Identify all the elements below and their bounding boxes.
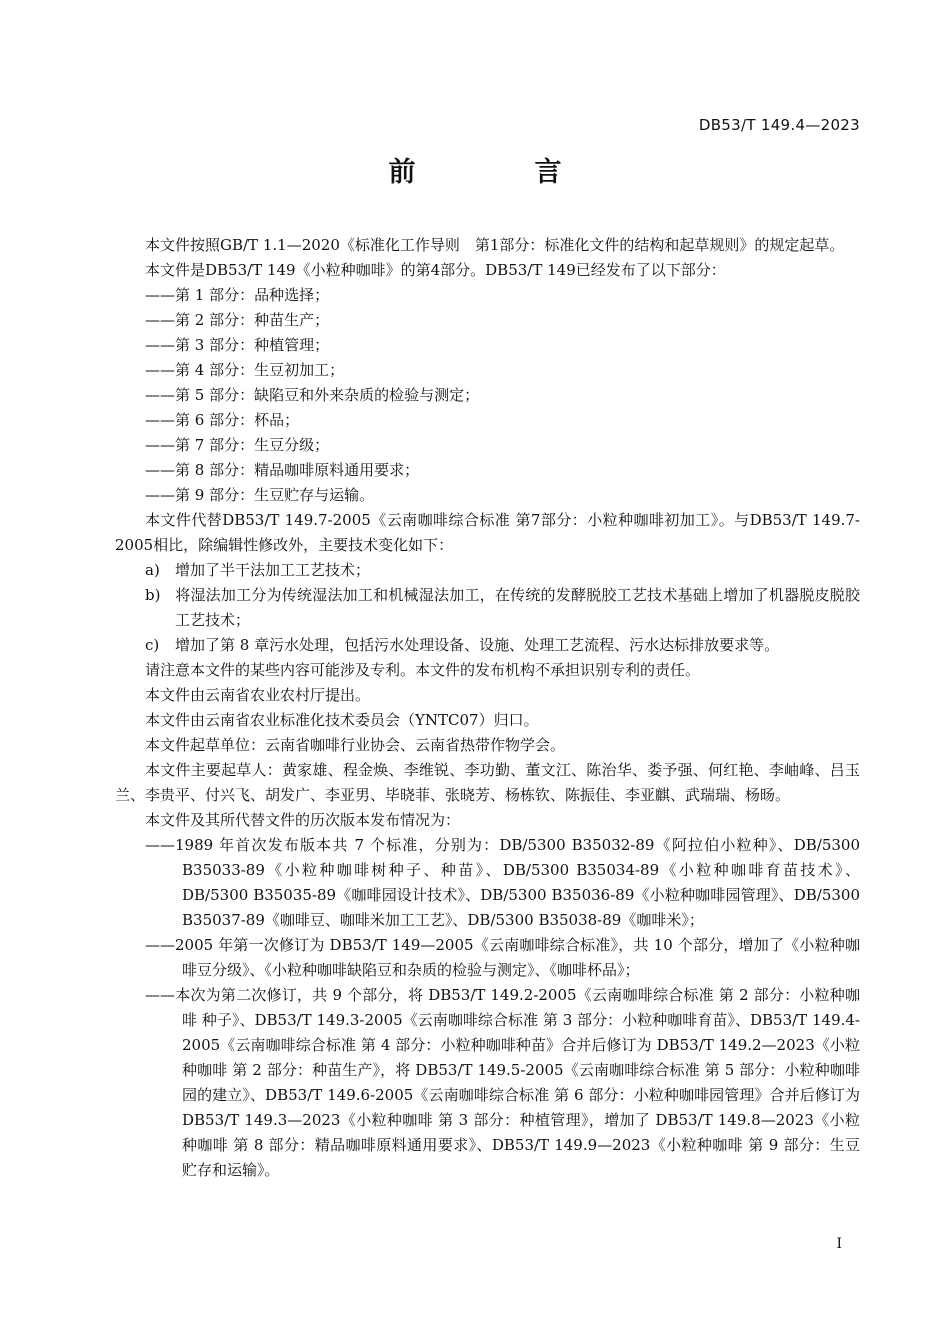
part-list-item: ——第 3 部分：种植管理； bbox=[145, 336, 330, 354]
change-list-item bbox=[115, 583, 860, 633]
paragraph-drafters: 本文件主要起草人：黄家雄、程金焕、李维锐、李功勤、董文江、陈治华、娄予强、何红艳、李岫峰、吕玉兰、李贵平、付兴飞、胡发广、李亚男、毕晓菲、张晓芳、杨栋钦、陈振佳、李亚麒、武瑞瑞、杨旸。 bbox=[115, 761, 860, 804]
part-list-item: ——第 1 部分：品种选择； bbox=[145, 286, 330, 304]
paragraph-drafting-rules: 本文件按照GB/T 1.1—2020《标准化工作导则 第1部分：标准化文件的结构和起草规则》的规定起草。 bbox=[145, 236, 845, 254]
paragraph-drafting-units: 本文件起草单位：云南省咖啡行业协会、云南省热带作物学会。 bbox=[145, 736, 566, 754]
change-list-marker: a) bbox=[145, 561, 160, 579]
history-list-item: ——1989 年首次发布版本共 7 个标准，分别为：DB/5300 B35032-89《阿拉伯小粒种》、DB/5300 B35033-89《小粒种咖啡树种子、种苗》、DB/5300 B35034-89《小粒种咖啡育苗技术》、DB/5300 B35035-89《咖啡园设计技术》、DB/5300 B35036-89《小粒种咖啡园管理》、DB/5300 B35037-89《咖啡豆、咖啡米加工工艺》、DB/5300 B35038-89《咖啡米》； bbox=[145, 836, 860, 929]
change-list-text: 增加了半干法加工工艺技术； bbox=[175, 561, 371, 579]
paragraph-committee: 本文件由云南省农业标准化技术委员会（YNTC07）归口。 bbox=[145, 711, 539, 729]
change-list-text: 将湿法加工分为传统湿法加工和机械湿法加工，在传统的发酵脱胶工艺技术基础上增加了机器脱皮脱胶工艺技术； bbox=[175, 586, 860, 629]
document-body bbox=[115, 233, 860, 1183]
part-list-item: ——第 4 部分：生豆初加工； bbox=[145, 361, 345, 379]
page-title: 前 言 bbox=[388, 157, 608, 188]
history-list-item: ——2005 年第一次修订为 DB53/T 149—2005《云南咖啡综合标准》，共 10 个部分，增加了《小粒种咖啡豆分级》、《小粒种咖啡缺陷豆和杂质的检验与测定》、《咖啡杯品》； bbox=[145, 936, 860, 979]
paragraph-patent-notice: 请注意本文件的某些内容可能涉及专利。本文件的发布机构不承担识别专利的责任。 bbox=[145, 661, 701, 679]
change-list-marker: b) bbox=[145, 586, 161, 604]
history-list-item: ——本次为第二次修订，共 9 个部分，将 DB53/T 149.2-2005《云南咖啡综合标准 第 2 部分：小粒种咖啡 种子》、DB53/T 149.3-2005《云南咖啡综合标准 第 3 部分：小粒种咖啡育苗》、DB53/T 149.4-2005《云南咖啡综合标准 第 4 部分：小粒种咖啡种苗》合并后修订为 DB53/T 149.2—2023《小粒种咖啡 第 2 部分：种苗生产》，将 DB53/T 149.5-2005《云南咖啡综合标准 第 5 部分：小粒种咖啡园的建立》、DB53/T 149.6-2005《云南咖啡综合标准 第 6 部分：小粒种咖啡园管理》合并后修订为 DB53/T 149.3—2023《小粒种咖啡 第 3 部分：种植管理》，增加了 DB53/T 149.8—2023《小粒种咖啡 第 8 部分：精品咖啡原料通用要求》、DB53/T 149.9—2023《小粒种咖啡 第 9 部分：生豆贮存和运输》。 bbox=[145, 986, 860, 1179]
page-number: I bbox=[836, 1236, 842, 1252]
document-code: DB53/T 149.4—2023 bbox=[698, 116, 860, 134]
paragraph-history-intro: 本文件及其所代替文件的历次版本发布情况为： bbox=[145, 811, 461, 829]
paragraph-part-intro: 本文件是DB53/T 149《小粒种咖啡》的第4部分。DB53/T 149已经发布了以下部分： bbox=[145, 261, 726, 279]
change-list-item bbox=[115, 558, 860, 583]
part-list-item: ——第 8 部分：精品咖啡原料通用要求； bbox=[145, 461, 420, 479]
change-list-item bbox=[115, 633, 860, 658]
part-list-item: ——第 5 部分：缺陷豆和外来杂质的检验与测定； bbox=[145, 386, 480, 404]
part-list-item: ——第 9 部分：生豆贮存与运输。 bbox=[145, 486, 375, 504]
change-list-marker: c) bbox=[145, 636, 160, 654]
paragraph-replacement: 本文件代替DB53/T 149.7-2005《云南咖啡综合标准 第7部分：小粒种咖啡初加工》。与DB53/T 149.7-2005相比，除编辑性修改外，主要技术变化如下： bbox=[115, 511, 860, 554]
paragraph-proposer: 本文件由云南省农业农村厅提出。 bbox=[145, 686, 371, 704]
part-list-item: ——第 6 部分：杯品； bbox=[145, 411, 300, 429]
change-list-text: 增加了第 8 章污水处理，包括污水处理设备、设施、处理工艺流程、污水达标排放要求等。 bbox=[175, 636, 780, 654]
part-list-item: ——第 2 部分：种苗生产； bbox=[145, 311, 330, 329]
part-list-item: ——第 7 部分：生豆分级； bbox=[145, 436, 330, 454]
